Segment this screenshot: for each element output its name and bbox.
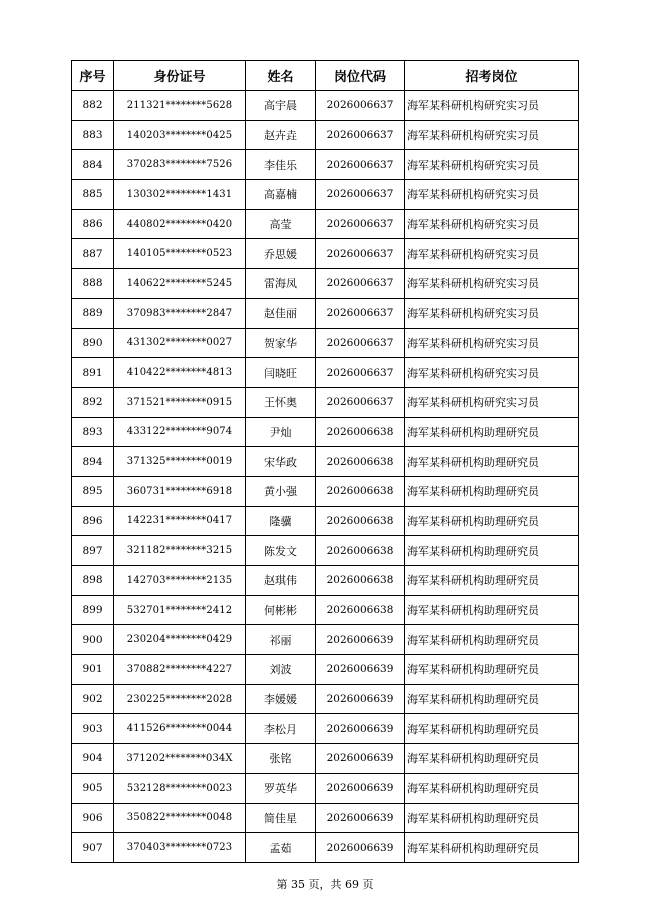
cell-id-number: 433122********9074 <box>114 417 246 447</box>
cell-name: 贺家华 <box>246 328 316 358</box>
cell-position: 海军某科研机构研究实习员 <box>405 328 579 358</box>
cell-position: 海军某科研机构助理研究员 <box>405 506 579 536</box>
header-name: 姓名 <box>246 61 316 91</box>
cell-serial: 896 <box>72 506 114 536</box>
table-row <box>72 358 579 388</box>
cell-position: 海军某科研机构研究实习员 <box>405 91 579 121</box>
cell-position-code: 2026006637 <box>316 209 405 239</box>
cell-serial: 904 <box>72 744 114 774</box>
cell-serial: 893 <box>72 417 114 447</box>
table-body <box>72 91 579 863</box>
cell-name: 高莹 <box>246 209 316 239</box>
cell-position: 海军某科研机构助理研究员 <box>405 417 579 447</box>
cell-position: 海军某科研机构助理研究员 <box>405 536 579 566</box>
cell-serial: 897 <box>72 536 114 566</box>
table-row <box>72 714 579 744</box>
cell-position: 海军某科研机构助理研究员 <box>405 684 579 714</box>
cell-position-code: 2026006638 <box>316 447 405 477</box>
table-row <box>72 595 579 625</box>
cell-position-code: 2026006637 <box>316 358 405 388</box>
cell-serial: 903 <box>72 714 114 744</box>
cell-name: 李媛媛 <box>246 684 316 714</box>
table-row <box>72 655 579 685</box>
header-position-code: 岗位代码 <box>316 61 405 91</box>
header-serial: 序号 <box>72 61 114 91</box>
cell-position-code: 2026006637 <box>316 150 405 180</box>
table-row <box>72 476 579 506</box>
cell-position: 海军某科研机构研究实习员 <box>405 358 579 388</box>
cell-name: 赵琪伟 <box>246 566 316 596</box>
cell-id-number: 140105********0523 <box>114 239 246 269</box>
cell-id-number: 230204********0429 <box>114 625 246 655</box>
header-position: 招考岗位 <box>405 61 579 91</box>
cell-id-number: 371521********0915 <box>114 387 246 417</box>
cell-id-number: 321182********3215 <box>114 536 246 566</box>
cell-name: 张铭 <box>246 744 316 774</box>
cell-id-number: 370283********7526 <box>114 150 246 180</box>
cell-serial: 888 <box>72 269 114 299</box>
cell-position-code: 2026006639 <box>316 773 405 803</box>
cell-position-code: 2026006637 <box>316 91 405 121</box>
cell-id-number: 130302********1431 <box>114 180 246 210</box>
cell-name: 简佳星 <box>246 803 316 833</box>
cell-name: 赵卉垚 <box>246 120 316 150</box>
cell-position: 海军某科研机构助理研究员 <box>405 625 579 655</box>
cell-serial: 900 <box>72 625 114 655</box>
candidate-table <box>71 60 579 863</box>
table-row <box>72 180 579 210</box>
cell-name: 刘波 <box>246 655 316 685</box>
cell-position-code: 2026006639 <box>316 803 405 833</box>
cell-position: 海军某科研机构助理研究员 <box>405 714 579 744</box>
cell-serial: 892 <box>72 387 114 417</box>
cell-name: 雷海凤 <box>246 269 316 299</box>
cell-id-number: 140203********0425 <box>114 120 246 150</box>
cell-position: 海军某科研机构助理研究员 <box>405 476 579 506</box>
header-row <box>72 61 579 91</box>
table-row <box>72 744 579 774</box>
cell-position-code: 2026006637 <box>316 239 405 269</box>
table-row <box>72 536 579 566</box>
cell-id-number: 440802********0420 <box>114 209 246 239</box>
cell-name: 乔思媛 <box>246 239 316 269</box>
cell-id-number: 532128********0023 <box>114 773 246 803</box>
cell-position: 海军某科研机构研究实习员 <box>405 180 579 210</box>
cell-position-code: 2026006639 <box>316 655 405 685</box>
cell-position-code: 2026006637 <box>316 387 405 417</box>
cell-name: 宋华政 <box>246 447 316 477</box>
cell-position: 海军某科研机构助理研究员 <box>405 447 579 477</box>
table-row <box>72 120 579 150</box>
cell-position-code: 2026006637 <box>316 180 405 210</box>
cell-serial: 890 <box>72 328 114 358</box>
cell-id-number: 140622********5245 <box>114 269 246 299</box>
cell-position: 海军某科研机构研究实习员 <box>405 387 579 417</box>
cell-position: 海军某科研机构助理研究员 <box>405 833 579 863</box>
table-row <box>72 773 579 803</box>
cell-serial: 895 <box>72 476 114 506</box>
cell-position: 海军某科研机构研究实习员 <box>405 120 579 150</box>
cell-id-number: 411526********0044 <box>114 714 246 744</box>
cell-position: 海军某科研机构助理研究员 <box>405 595 579 625</box>
cell-position: 海军某科研机构研究实习员 <box>405 150 579 180</box>
cell-name: 罗英华 <box>246 773 316 803</box>
cell-position-code: 2026006639 <box>316 833 405 863</box>
cell-position: 海军某科研机构助理研究员 <box>405 744 579 774</box>
table-row <box>72 506 579 536</box>
cell-position: 海军某科研机构研究实习员 <box>405 239 579 269</box>
cell-name: 李松月 <box>246 714 316 744</box>
cell-name: 祁丽 <box>246 625 316 655</box>
cell-position-code: 2026006639 <box>316 714 405 744</box>
cell-serial: 887 <box>72 239 114 269</box>
cell-position-code: 2026006639 <box>316 625 405 655</box>
cell-name: 闫晓旺 <box>246 358 316 388</box>
table-header <box>72 61 579 91</box>
cell-position-code: 2026006639 <box>316 744 405 774</box>
cell-serial: 894 <box>72 447 114 477</box>
cell-name: 隆骥 <box>246 506 316 536</box>
cell-id-number: 350822********0048 <box>114 803 246 833</box>
table-row <box>72 269 579 299</box>
table-row <box>72 209 579 239</box>
cell-id-number: 370403********0723 <box>114 833 246 863</box>
cell-id-number: 532701********2412 <box>114 595 246 625</box>
cell-name: 高宇晨 <box>246 91 316 121</box>
cell-serial: 905 <box>72 773 114 803</box>
cell-id-number: 142231********0417 <box>114 506 246 536</box>
cell-id-number: 211321********5628 <box>114 91 246 121</box>
cell-position-code: 2026006638 <box>316 536 405 566</box>
table-row <box>72 417 579 447</box>
table-row <box>72 328 579 358</box>
cell-position-code: 2026006638 <box>316 417 405 447</box>
table-row <box>72 91 579 121</box>
cell-serial: 889 <box>72 298 114 328</box>
cell-position-code: 2026006638 <box>316 506 405 536</box>
cell-name: 王怀奥 <box>246 387 316 417</box>
cell-serial: 906 <box>72 803 114 833</box>
table-row <box>72 833 579 863</box>
cell-name: 赵佳丽 <box>246 298 316 328</box>
cell-serial: 891 <box>72 358 114 388</box>
cell-position-code: 2026006637 <box>316 120 405 150</box>
table-row <box>72 803 579 833</box>
cell-name: 陈发文 <box>246 536 316 566</box>
cell-serial: 907 <box>72 833 114 863</box>
cell-position: 海军某科研机构助理研究员 <box>405 773 579 803</box>
cell-id-number: 370983********2847 <box>114 298 246 328</box>
cell-position-code: 2026006638 <box>316 595 405 625</box>
cell-position-code: 2026006638 <box>316 476 405 506</box>
cell-id-number: 410422********4813 <box>114 358 246 388</box>
cell-name: 李佳乐 <box>246 150 316 180</box>
header-id-number: 身份证号 <box>114 61 246 91</box>
cell-serial: 882 <box>72 91 114 121</box>
cell-id-number: 371202********034X <box>114 744 246 774</box>
cell-position-code: 2026006637 <box>316 328 405 358</box>
page-footer: 第 35 页，共 69 页 <box>276 878 374 891</box>
cell-serial: 901 <box>72 655 114 685</box>
cell-position: 海军某科研机构助理研究员 <box>405 655 579 685</box>
table-row <box>72 625 579 655</box>
table-row <box>72 298 579 328</box>
cell-serial: 899 <box>72 595 114 625</box>
table-row <box>72 387 579 417</box>
table-row <box>72 447 579 477</box>
cell-id-number: 360731********6918 <box>114 476 246 506</box>
cell-serial: 886 <box>72 209 114 239</box>
cell-serial: 902 <box>72 684 114 714</box>
cell-serial: 883 <box>72 120 114 150</box>
cell-position-code: 2026006639 <box>316 684 405 714</box>
cell-position-code: 2026006637 <box>316 269 405 299</box>
cell-id-number: 142703********2135 <box>114 566 246 596</box>
cell-id-number: 230225********2028 <box>114 684 246 714</box>
table-row <box>72 150 579 180</box>
cell-name: 尹灿 <box>246 417 316 447</box>
cell-position: 海军某科研机构研究实习员 <box>405 298 579 328</box>
cell-id-number: 371325********0019 <box>114 447 246 477</box>
cell-serial: 885 <box>72 180 114 210</box>
cell-position: 海军某科研机构助理研究员 <box>405 803 579 833</box>
cell-serial: 898 <box>72 566 114 596</box>
cell-id-number: 431302********0027 <box>114 328 246 358</box>
table-row <box>72 239 579 269</box>
cell-position: 海军某科研机构研究实习员 <box>405 269 579 299</box>
cell-position: 海军某科研机构研究实习员 <box>405 209 579 239</box>
cell-position-code: 2026006638 <box>316 566 405 596</box>
cell-id-number: 370882********4227 <box>114 655 246 685</box>
cell-name: 何彬彬 <box>246 595 316 625</box>
table-row <box>72 566 579 596</box>
cell-serial: 884 <box>72 150 114 180</box>
table-row <box>72 684 579 714</box>
cell-name: 孟茹 <box>246 833 316 863</box>
cell-position: 海军某科研机构助理研究员 <box>405 566 579 596</box>
cell-name: 黄小强 <box>246 476 316 506</box>
cell-position-code: 2026006637 <box>316 298 405 328</box>
cell-name: 高嘉楠 <box>246 180 316 210</box>
